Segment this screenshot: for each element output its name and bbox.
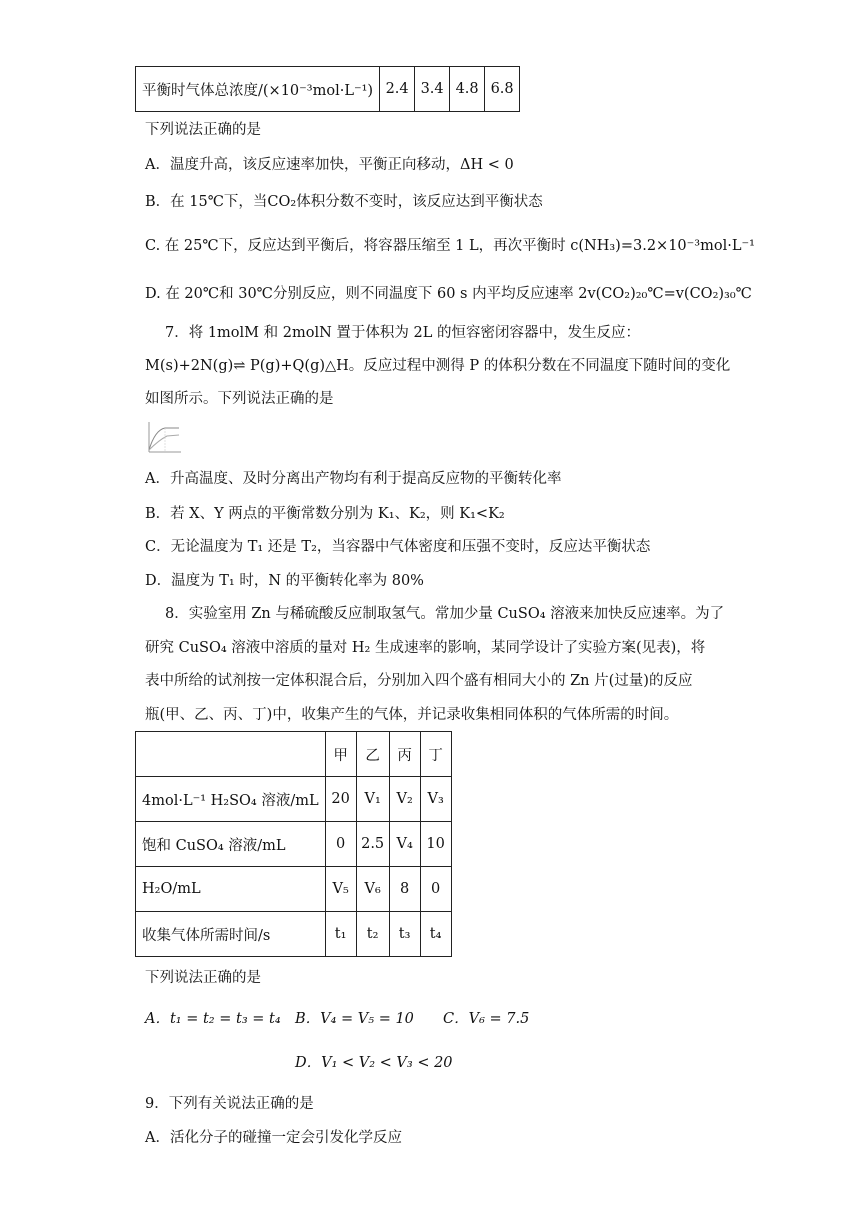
table-cell: 饱和 CuSO₄ 溶液/mL — [136, 822, 326, 867]
q6-option-b: B．在 15℃下，当CO₂体积分数不变时，该反应达到平衡状态 — [145, 194, 543, 210]
q8-option-a: A．t₁ = t₂ = t₃ = t₄ — [145, 1011, 281, 1027]
table-cell: 0 — [420, 867, 451, 912]
table-cell: V₁ — [356, 777, 389, 822]
q7-stem-line1: 7．将 1molM 和 2molN 置于体积为 2L 的恒容密闭容器中，发生反应： — [165, 325, 640, 341]
q7-option-c: C．无论温度为 T₁ 还是 T₂，当容器中气体密度和压强不变时，反应达平衡状态 — [145, 539, 651, 555]
q7-option-a: A．升高温度、及时分离出产物均有利于提高反应物的平衡转化率 — [145, 471, 562, 487]
table-cell: 6.8 — [485, 67, 520, 112]
q8-prompt: 下列说法正确的是 — [145, 970, 261, 986]
table-row — [136, 822, 452, 867]
q8-stem-line1: 8．实验室用 Zn 与稀硫酸反应制取氢气。常加少量 CuSO₄ 溶液来加快反应速率。为了 — [165, 606, 725, 622]
q6-prompt: 下列说法正确的是 — [145, 122, 261, 138]
q7-stem-line2: M(s)+2N(g)⇌ P(g)+Q(g)△H。反应过程中测得 P 的体积分数在不同温度下随时间的变化 — [145, 358, 731, 374]
table-cell: 收集气体所需时间/s — [136, 912, 326, 957]
q7-option-d: D．温度为 T₁ 时，N 的平衡转化率为 80% — [145, 573, 424, 589]
table-cell: H₂O/mL — [136, 867, 326, 912]
table-cell: 10 — [420, 822, 451, 867]
q9-stem: 9．下列有关说法正确的是 — [145, 1096, 314, 1112]
q8-option-b: B．V₄ = V₅ = 10 — [295, 1011, 414, 1027]
table-cell: 2.5 — [356, 822, 389, 867]
table-header-cell — [136, 732, 326, 777]
table-header-row — [136, 732, 452, 777]
table-cell: t₁ — [325, 912, 356, 957]
q8-stem-line3: 表中所给的试剂按一定体积混合后，分别加入四个盛有相同大小的 Zn 片(过量)的反应 — [145, 673, 693, 689]
table-cell: t₂ — [356, 912, 389, 957]
table-row — [136, 912, 452, 957]
q8-stem-line2: 研究 CuSO₄ 溶液中溶质的量对 H₂ 生成速率的影响，某同学设计了实验方案(见表)，将 — [145, 640, 706, 656]
table-row — [136, 867, 452, 912]
table-cell: 4mol·L⁻¹ H₂SO₄ 溶液/mL — [136, 777, 326, 822]
experiment-table — [135, 731, 452, 957]
table-cell: t₄ — [420, 912, 451, 957]
reaction-graph-thumbnail — [145, 420, 183, 454]
table-cell: t₃ — [389, 912, 420, 957]
table-cell: 0 — [325, 822, 356, 867]
table-row — [136, 67, 520, 112]
table-header-cell: 丁 — [420, 732, 451, 777]
table-cell: V₄ — [389, 822, 420, 867]
q6-option-d: D. 在 20℃和 30℃分别反应，则不同温度下 60 s 内平均反应速率 2v(CO₂)₂₀℃=v(CO₂)₃₀℃ — [145, 286, 752, 302]
q8-option-d: D．V₁ < V₂ < V₃ < 20 — [295, 1055, 453, 1071]
table-cell: 20 — [325, 777, 356, 822]
q9-option-a: A．活化分子的碰撞一定会引发化学反应 — [145, 1130, 402, 1146]
table-header-cell: 丙 — [389, 732, 420, 777]
table-header-cell: 乙 — [356, 732, 389, 777]
equilibrium-concentration-table — [135, 66, 520, 112]
table-row — [136, 777, 452, 822]
table-cell: V₅ — [325, 867, 356, 912]
table-cell: V₃ — [420, 777, 451, 822]
table-cell: 3.4 — [415, 67, 450, 112]
q8-option-c: C．V₆ = 7.5 — [443, 1011, 530, 1027]
table-cell: 2.4 — [380, 67, 415, 112]
row-label: 平衡时气体总浓度/(×10⁻³mol·L⁻¹) — [136, 67, 380, 112]
q7-option-b: B．若 X、Y 两点的平衡常数分别为 K₁、K₂，则 K₁<K₂ — [145, 506, 505, 522]
table-cell: 4.8 — [450, 67, 485, 112]
table-header-cell: 甲 — [325, 732, 356, 777]
q6-option-c: C. 在 25℃下，反应达到平衡后，将容器压缩至 1 L，再次平衡时 c(NH₃)=3.2×10⁻³mol·L⁻¹ — [145, 238, 755, 254]
q7-stem-line3: 如图所示。下列说法正确的是 — [145, 391, 334, 407]
table-cell: V₂ — [389, 777, 420, 822]
q6-option-a: A．温度升高，该反应速率加快，平衡正向移动，ΔH < 0 — [145, 157, 514, 173]
q8-stem-line4: 瓶(甲、乙、丙、丁)中，收集产生的气体，并记录收集相同体积的气体所需的时间。 — [145, 707, 679, 723]
table-cell: 8 — [389, 867, 420, 912]
table-cell: V₆ — [356, 867, 389, 912]
